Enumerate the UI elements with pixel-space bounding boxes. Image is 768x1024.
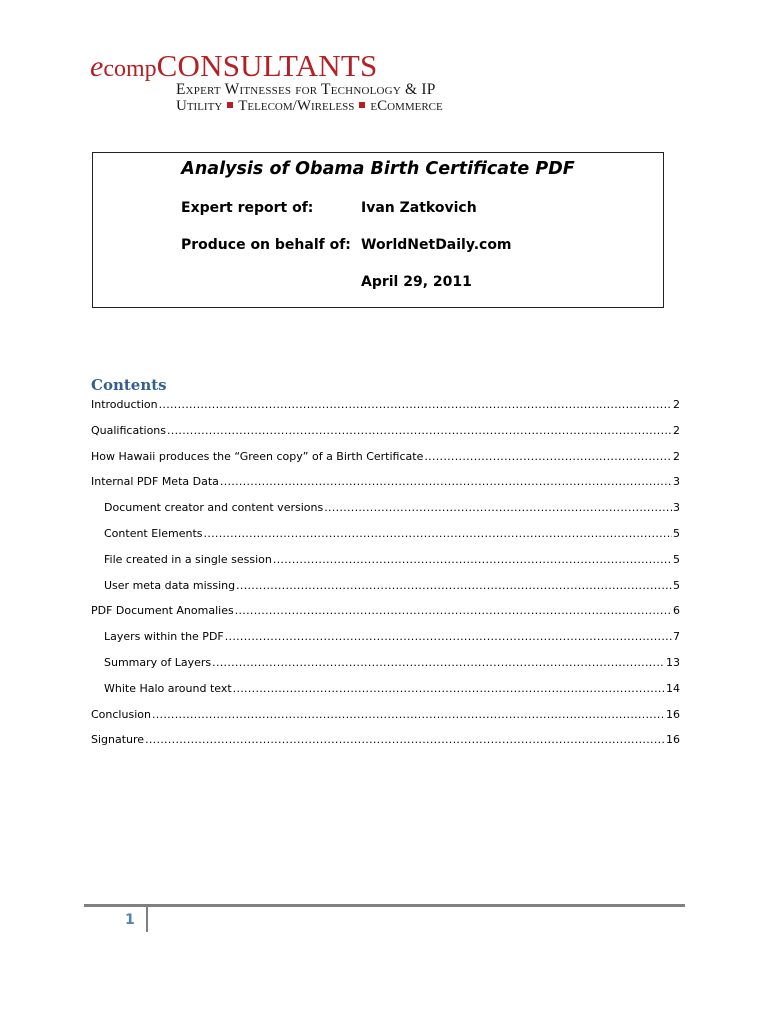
toc-dot-leader: [145, 733, 665, 746]
logo-e: e: [90, 50, 104, 83]
toc-entry[interactable]: [104, 656, 680, 672]
expert-report-label: Expert report of:: [181, 200, 314, 216]
toc-entry-label: Conclusion: [91, 707, 151, 721]
toc-dot-leader: [159, 398, 672, 411]
toc-dot-leader: [324, 501, 672, 514]
toc-entry[interactable]: [91, 475, 680, 491]
page-number: 1: [125, 912, 135, 928]
toc-entry-page: 3: [673, 501, 680, 515]
toc-dot-leader: [233, 682, 665, 695]
toc-entry-page: 2: [673, 398, 680, 411]
toc-entry-label: Qualifications: [91, 423, 167, 437]
toc-entry-label: Content Elements: [104, 527, 203, 540]
toc-entry-page: 13: [666, 656, 680, 669]
toc-entry-label: Introduction: [91, 398, 158, 411]
logo-service-ecommerce: eCommerce: [370, 98, 443, 114]
toc-entry-page: 16: [666, 733, 680, 747]
toc-entry-label: User meta data missing: [104, 578, 236, 592]
toc-dot-leader: [225, 630, 672, 643]
expert-name: Ivan Zatkovich: [361, 200, 477, 216]
toc-entry[interactable]: [91, 398, 680, 414]
toc-entry-label: Internal PDF Meta Data: [91, 475, 219, 489]
client-name: WorldNetDaily.com: [361, 237, 512, 253]
toc-entry-label: Layers within the PDF: [104, 630, 224, 644]
logo-wordmark: [90, 50, 550, 82]
toc-dot-leader: [212, 656, 665, 669]
toc-entry-page: 5: [673, 578, 680, 592]
footer-divider: [84, 904, 685, 907]
toc-entry-label: Signature: [91, 733, 145, 747]
toc-entry-label: File created in a single session: [104, 552, 272, 566]
toc-entry[interactable]: [91, 450, 680, 466]
bullet-icon: [227, 102, 233, 108]
behalf-label: Produce on behalf of:: [181, 237, 351, 253]
title-box: [92, 152, 664, 308]
toc-dot-leader: [235, 604, 672, 617]
toc-dot-leader: [204, 527, 672, 540]
toc-entry[interactable]: [104, 579, 680, 595]
toc-entry[interactable]: [104, 630, 680, 646]
bullet-icon: [359, 102, 365, 108]
toc-entry[interactable]: [104, 501, 680, 517]
logo-service-utility: Utility: [176, 98, 223, 114]
toc-entry[interactable]: [104, 527, 680, 543]
toc-entry[interactable]: [104, 553, 680, 569]
toc-entry-page: 5: [673, 552, 680, 566]
toc-entry[interactable]: [104, 682, 680, 698]
logo-service-telecom: Telecom/Wireless: [238, 98, 355, 114]
report-title: Analysis of Obama Birth Certificate PDF: [181, 159, 575, 179]
toc-entry-page: 6: [673, 604, 680, 618]
toc-dot-leader: [424, 450, 672, 463]
toc-entry-page: 7: [673, 630, 680, 644]
toc-dot-leader: [220, 475, 672, 488]
toc-entry[interactable]: [91, 708, 680, 724]
contents-heading: Contents: [91, 376, 167, 394]
toc-entry[interactable]: [91, 604, 680, 620]
toc-entry-page: 5: [673, 527, 680, 540]
report-date: April 29, 2011: [361, 274, 472, 290]
footer-bar: [146, 906, 148, 932]
logo-services: [176, 98, 550, 115]
logo-comp: comp: [103, 56, 157, 82]
toc-entry-page: 2: [673, 423, 680, 437]
toc-dot-leader: [152, 708, 665, 721]
toc-entry-page: 2: [673, 449, 680, 463]
toc-entry-label: PDF Document Anomalies: [91, 604, 234, 618]
toc-dot-leader: [273, 553, 672, 566]
toc-entry-label: White Halo around text: [104, 681, 232, 695]
toc-entry[interactable]: [91, 424, 680, 440]
toc-dot-leader: [236, 579, 672, 592]
toc-entry-page: 3: [673, 475, 680, 489]
toc-entry-label: How Hawaii produces the “Green copy” of a Birth Certificate: [91, 449, 424, 463]
logo-tagline: Expert Witnesses for Technology & IP: [176, 81, 436, 98]
logo-consultants: CONSULTANTS: [156, 48, 378, 83]
toc-entry-label: Document creator and content versions: [104, 501, 324, 515]
toc-entry[interactable]: [91, 733, 680, 749]
toc-dot-leader: [167, 424, 672, 437]
toc-entry-page: 14: [666, 681, 680, 695]
toc-entry-label: Summary of Layers: [104, 656, 212, 669]
company-logo: [90, 50, 550, 115]
toc-entry-page: 16: [666, 707, 680, 721]
